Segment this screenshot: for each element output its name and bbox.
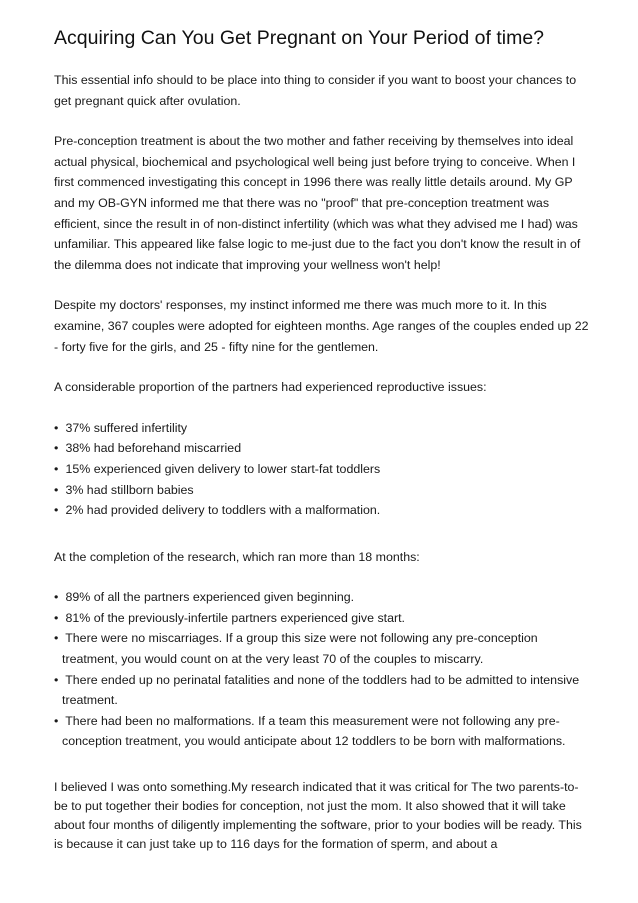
final-paragraph: I believed I was onto something.My research indicated that it was critical for The two parents-to-be to put together their bodies for conception, not just the mom. It also showed that it will take about four months of diligently implementing the software, prior to your bodies will be ready. This is because it can just take up to 116 days for the formation of sperm, and about a [54,780,582,852]
bullet-mark: • [54,420,59,435]
list-item: • 3% had stillborn babies [54,480,590,501]
page-title: Acquiring Can You Get Pregnant on Your Period of time? [54,27,545,49]
bullet-mark: • [54,713,59,728]
preconception-paragraph: Pre-conception treatment is about the two mother and father receiving by themselves into ideal actual physical, biochemical and psychological well being just before trying to conceive. When I first commenced investigating this concept in 1996 there was really little details around. My GP and my OB-GYN informed me that there was no "proof" that pre-conception treatment was efficient, since the result in of non-distinct infertility (which was what they advised me I had) was unfamiliar. This appeared like false logic to me-just due to the fact you don't know the result in of the dilemma does not indicate that improving your wellness won't help! [54,134,581,272]
list-item: • 81% of the previously-infertile partners experienced give start. [54,608,590,629]
bullet-mark: • [54,610,59,625]
issues-list [54,418,590,521]
list-item: • 15% experienced given delivery to lower start-fat toddlers [54,459,590,480]
results-list [54,587,590,752]
bullet-mark: • [54,503,59,518]
bullet-mark: • [54,482,59,497]
list-item: • 38% had beforehand miscarried [54,438,590,459]
list-item: • 89% of all the partners experienced given beginning. [54,587,590,608]
issues-intro: A considerable proportion of the partners had experienced reproductive issues: [54,380,487,395]
bullet-mark: • [54,590,59,605]
bullet-mark: • [54,461,59,476]
preconception-paragraph-block [54,131,590,275]
list-item: • There were no miscarriages. If a group this size were not following any pre-conception treatment, you would count on at the very least 70 of the couples to miscarry. [54,628,590,669]
issues-intro-block [54,377,590,398]
document-page [54,26,590,854]
bullet-mark: • [54,441,59,456]
results-intro-block [54,547,590,568]
list-item: • There had been no malformations. If a team this measurement were not following any pre-conception treatment, you would anticipate about 12 toddlers to be born with malformations. [54,711,590,752]
final-paragraph-block [54,778,590,854]
study-paragraph: Despite my doctors' responses, my instinct informed me there was much more to it. In this examine, 367 couples were adopted for eighteen months. Age ranges of the couples ended up 22 - forty five for the girls, and 25 - fifty nine for the gentlemen. [54,298,589,354]
list-item: • 2% had provided delivery to toddlers with a malformation. [54,500,590,521]
results-intro: At the completion of the research, which ran more than 18 months: [54,549,420,564]
intro-paragraph: This essential info should to be place into thing to consider if you want to boost your chances to get pregnant quick after ovulation. [54,73,577,108]
list-item: • There ended up no perinatal fatalities and none of the toddlers had to be admitted to intensive treatment. [54,670,590,711]
bullet-mark: • [54,672,59,687]
study-paragraph-block [54,295,590,357]
bullet-mark: • [54,631,59,646]
intro-paragraph-block [54,70,590,111]
list-item: • 37% suffered infertility [54,418,590,439]
